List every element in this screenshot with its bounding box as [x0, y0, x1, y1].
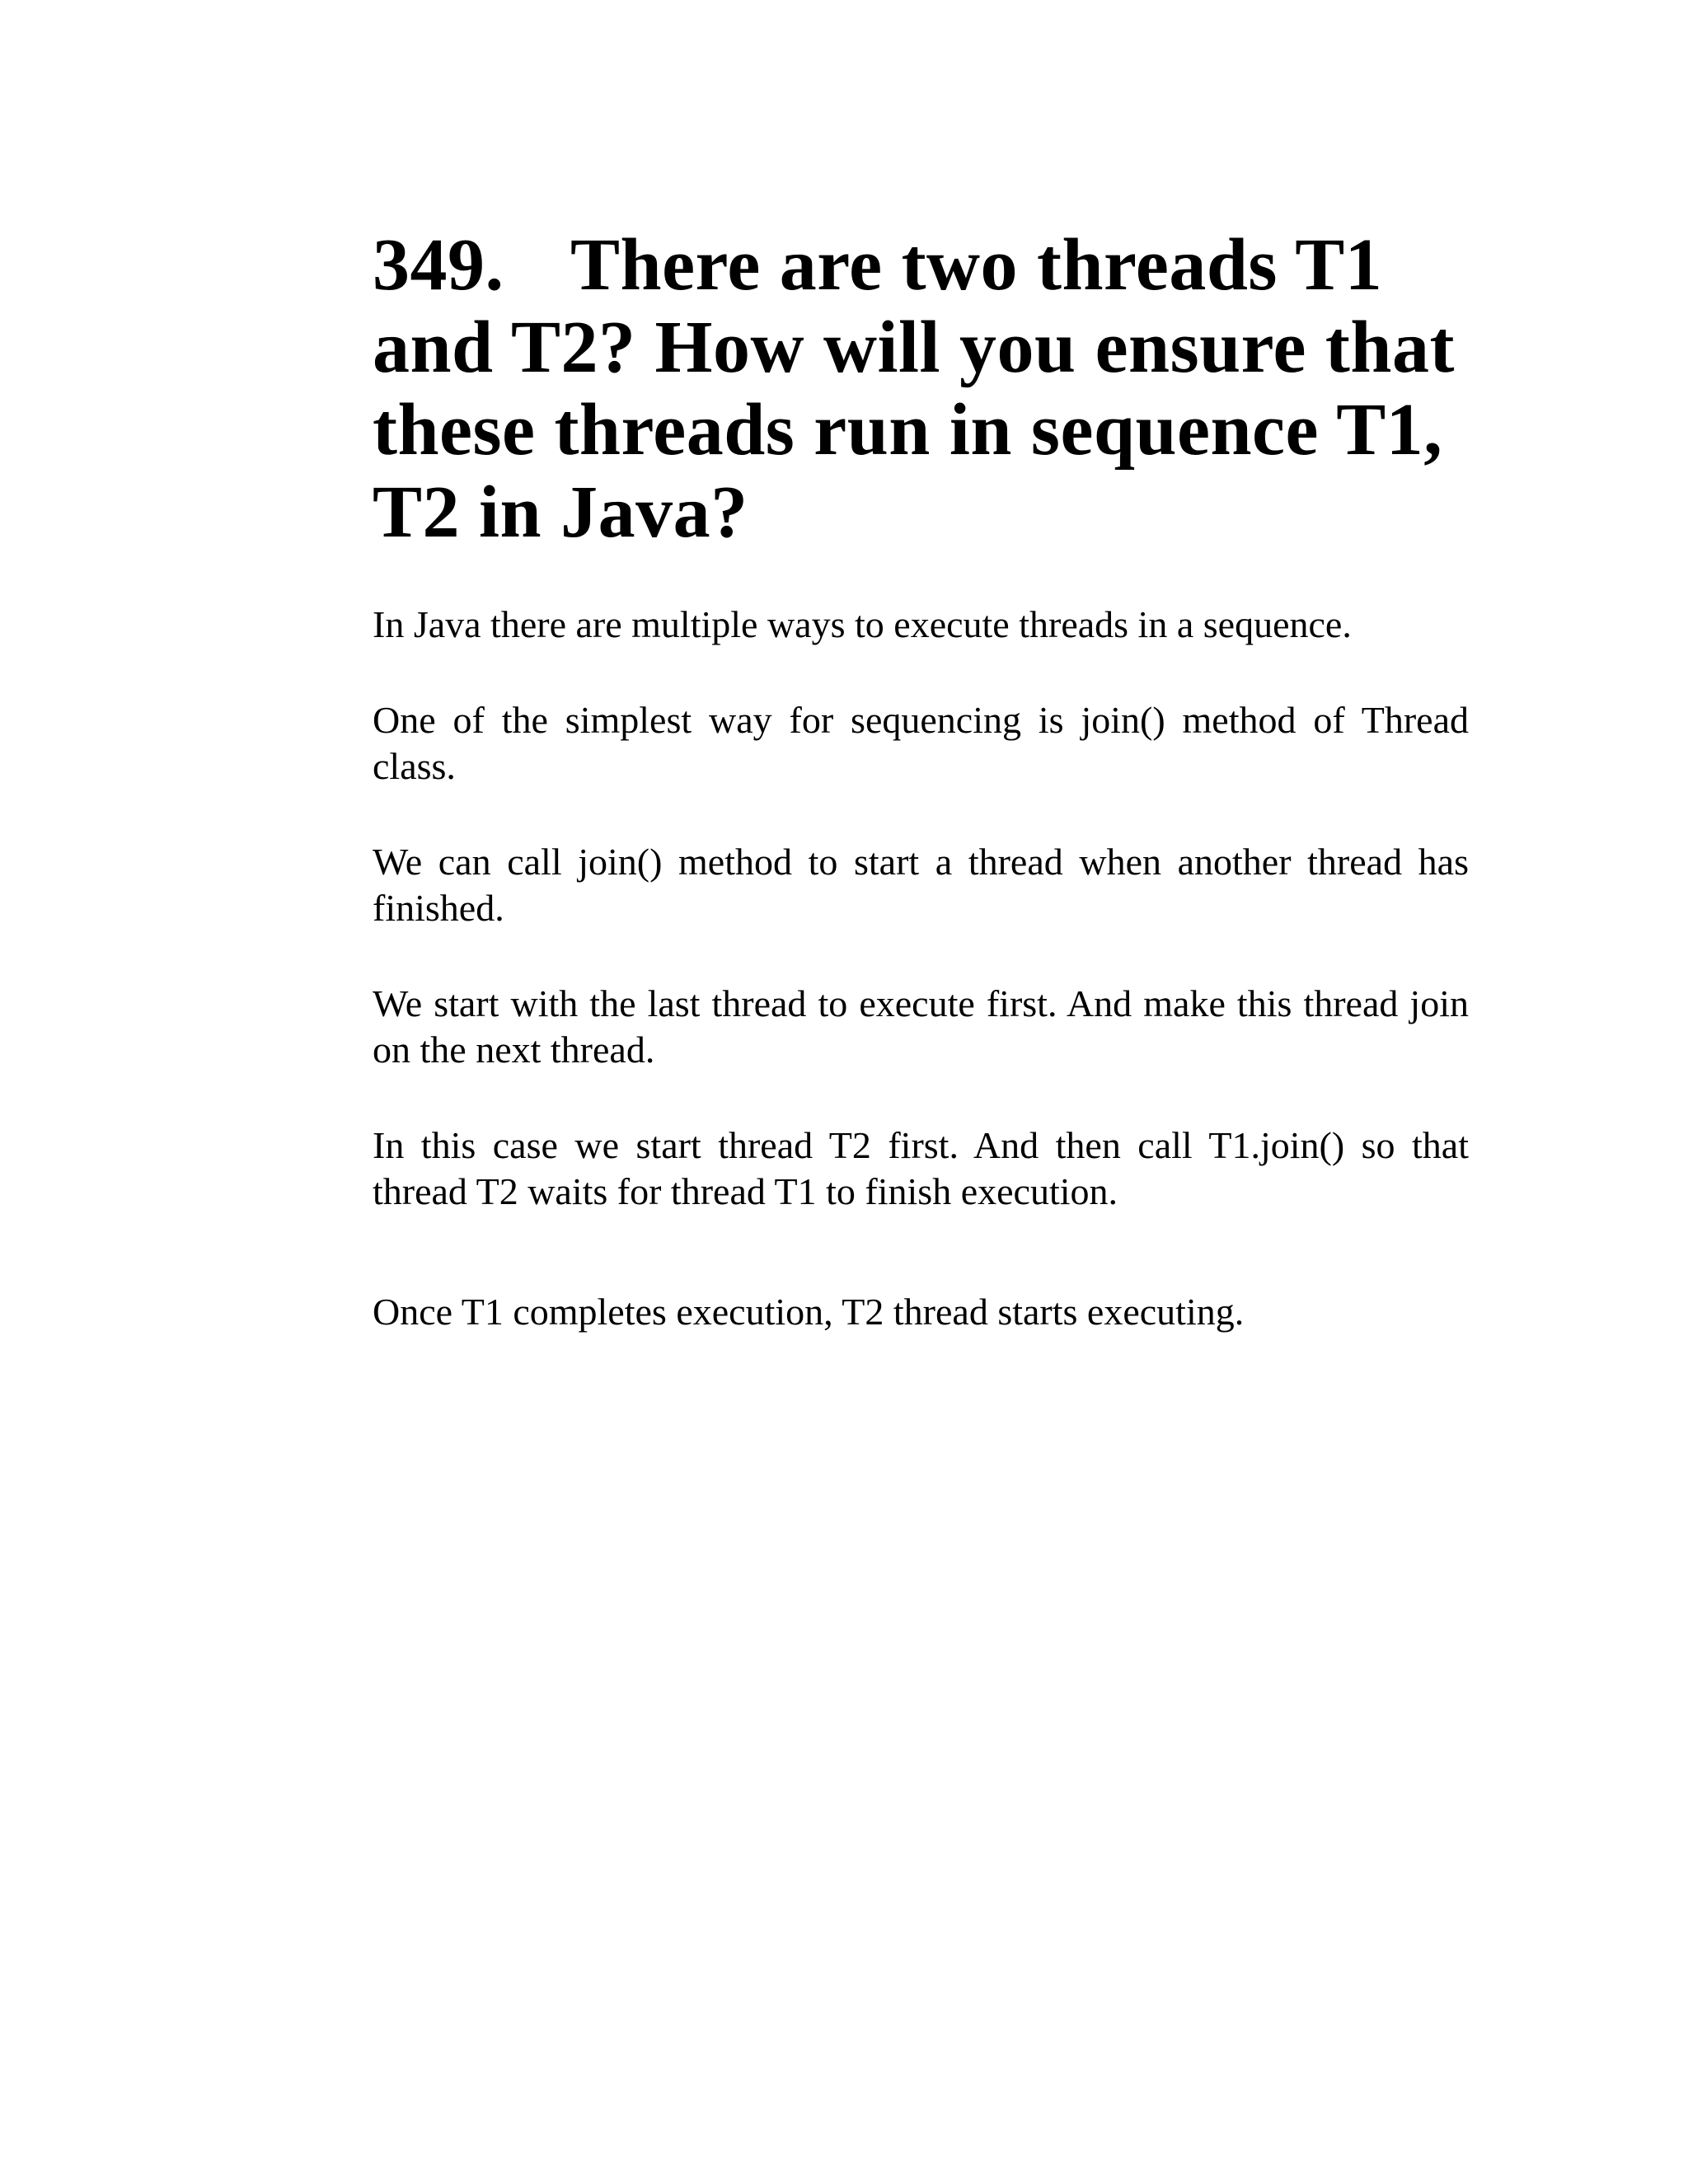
- answer-paragraph-2: One of the simplest way for sequencing is join() method of Thread class.: [373, 699, 1469, 787]
- answer-paragraph-5: In this case we start thread T2 first. And then call T1.join() so that thread T2 waits for thread T1 to finish execution.: [373, 1124, 1469, 1212]
- question-number: 349.: [373, 224, 504, 306]
- answer-paragraph-4: We start with the last thread to execute first. And make this thread join on the next thread.: [373, 982, 1469, 1071]
- page-content: [373, 224, 1469, 1335]
- question-heading: [373, 224, 1469, 554]
- answer-paragraph-6: Once T1 completes execution, T2 thread starts executing.: [373, 1291, 1245, 1333]
- question-title: There are two threads T1 and T2? How will you ensure that these threads run in sequence T1, T2 in Java?: [373, 224, 1455, 553]
- answer-paragraph-1: In Java there are multiple ways to execute threads in a sequence.: [373, 603, 1352, 645]
- answer-paragraph-3: We can call join() method to start a thread when another thread has finished.: [373, 841, 1469, 929]
